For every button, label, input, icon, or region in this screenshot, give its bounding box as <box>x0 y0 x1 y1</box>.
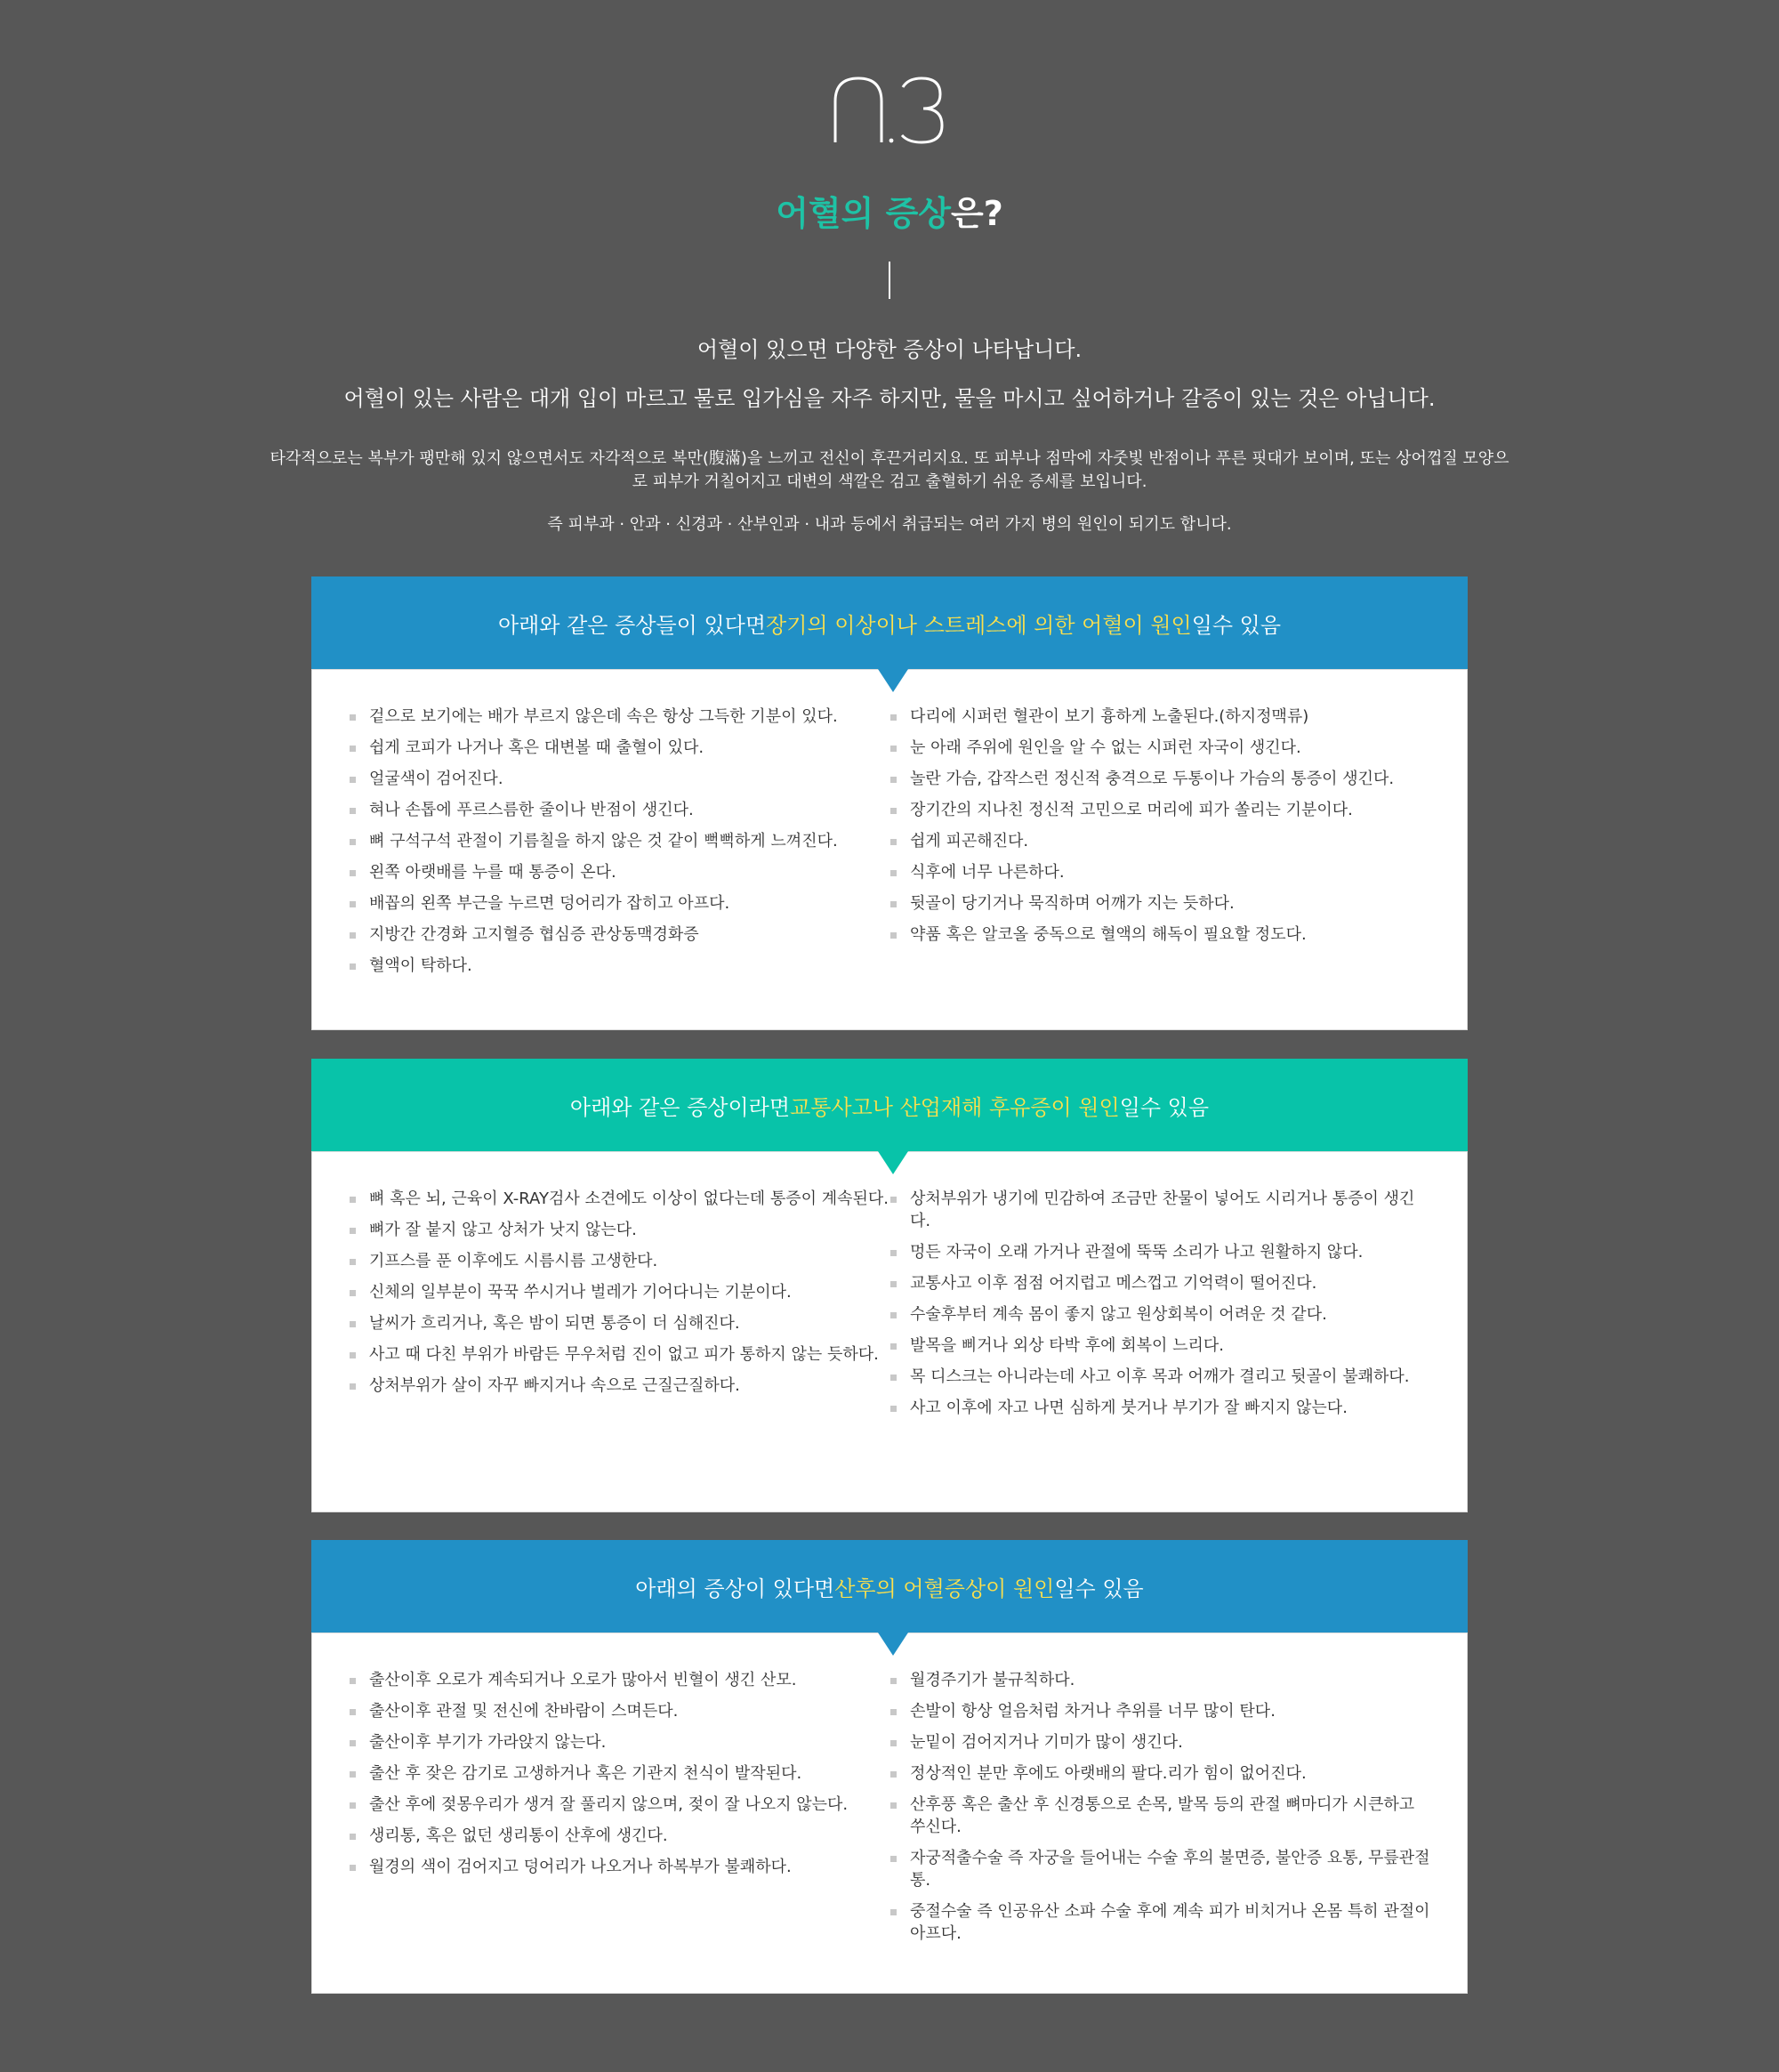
box-header-post: 일수 있음 <box>1191 612 1282 638</box>
symptom-list-right <box>890 1669 1431 1945</box>
departments-paragraph: 즉 피부과 · 안과 · 신경과 · 산부인과 · 내과 등에서 취급되는 여러 가지 병의 원인이 되기도 합니다. <box>547 515 1232 534</box>
box-body <box>311 1151 1468 1512</box>
list-item: 발목을 삐거나 외상 타박 후에 회복이 느리다. <box>890 1334 1431 1357</box>
title-rest: 은? <box>951 194 1003 233</box>
box-header <box>311 576 1468 669</box>
list-item: 식후에 너무 나른하다. <box>890 861 1431 883</box>
box-header <box>311 1540 1468 1633</box>
list-item: 자궁적출수술 즉 자궁을 들어내는 수술 후의 불면증, 불안증 요통, 무릎관절통. <box>890 1847 1431 1891</box>
box-body <box>311 1633 1468 1994</box>
symptom-list-left <box>350 1188 890 1397</box>
symptom-box-accident <box>311 1059 1468 1512</box>
symptom-list-left <box>350 705 890 977</box>
lead-line-2: 어혈이 있는 사람은 대개 입이 마르고 물로 입가심을 자주 하지만, 물을 마시고 싶어하거나 갈증이 있는 것은 아닙니다. <box>343 386 1436 411</box>
box-header-post: 일수 있음 <box>1119 1094 1210 1120</box>
list-item: 상처부위가 냉기에 민감하여 조금만 찬물이 넣어도 시리거나 통증이 생긴다. <box>890 1188 1431 1232</box>
list-item: 뼈 혹은 뇌, 근육이 X-RAY검사 소견에도 이상이 없다는데 통증이 계속된다. <box>350 1188 890 1210</box>
symptom-box-postpartum <box>311 1540 1468 1994</box>
list-item: 다리에 시퍼런 혈관이 보기 흉하게 노출된다.(하지정맥류) <box>890 705 1431 728</box>
list-item: 월경의 색이 검어지고 덩어리가 나오거나 하복부가 불쾌하다. <box>350 1856 890 1878</box>
box-header-pre: 아래의 증상이 있다면 <box>635 1576 835 1601</box>
list-item: 날씨가 흐리거나, 혹은 밤이 되면 통증이 더 심해진다. <box>350 1312 890 1334</box>
list-item: 월경주기가 불규칙하다. <box>890 1669 1431 1691</box>
box-notch <box>878 669 908 692</box>
list-item: 기프스를 푼 이후에도 시름시름 고생한다. <box>350 1250 890 1272</box>
list-item: 약품 혹은 알코올 중독으로 혈액의 해독이 필요할 정도다. <box>890 923 1431 946</box>
box-notch <box>878 1151 908 1174</box>
box-header-post: 일수 있음 <box>1054 1576 1144 1601</box>
box-header-highlight: 산후의 어혈증상이 원인 <box>834 1576 1055 1601</box>
box-header-pre: 아래와 같은 증상이라면 <box>569 1094 791 1120</box>
box-header-highlight: 장기의 이상이나 스트레스에 의한 어혈이 원인 <box>766 612 1192 638</box>
list-item: 멍든 자국이 오래 가거나 관절에 뚝뚝 소리가 나고 원활하지 않다. <box>890 1241 1431 1263</box>
list-item: 사고 이후에 자고 나면 심하게 붓거나 부기가 잘 빠지지 않는다. <box>890 1397 1431 1419</box>
box-notch <box>878 1633 908 1656</box>
title-highlight: 어혈의 증상 <box>776 194 951 233</box>
list-item: 겉으로 보기에는 배가 부르지 않은데 속은 항상 그득한 기분이 있다. <box>350 705 890 728</box>
list-item: 놀란 가슴, 갑작스런 정신적 충격으로 두통이나 가슴의 통증이 생긴다. <box>890 768 1431 790</box>
symptom-list-right <box>890 705 1431 946</box>
box-header-pre: 아래와 같은 증상들이 있다면 <box>497 612 767 638</box>
box-header-highlight: 교통사고나 산업재해 후유증이 원인 <box>790 1094 1120 1120</box>
list-item: 출산이후 관절 및 전신에 찬바람이 스며든다. <box>350 1700 890 1722</box>
list-item: 출산이후 오로가 계속되거나 오로가 많아서 빈혈이 생긴 산모. <box>350 1669 890 1691</box>
list-item: 산후풍 혹은 출산 후 신경통으로 손목, 발목 등의 관절 뼈마디가 시큰하고 쑤신다. <box>890 1794 1431 1838</box>
list-item: 혈액이 탁하다. <box>350 955 890 977</box>
symptom-box-organ-stress <box>311 576 1468 1030</box>
list-item: 출산 후에 젖몽우리가 생겨 잘 풀리지 않으며, 젖이 잘 나오지 않는다. <box>350 1794 890 1816</box>
list-item: 수술후부터 계속 몸이 좋지 않고 원상회복이 어려운 것 같다. <box>890 1303 1431 1326</box>
symptom-list-left <box>350 1669 890 1878</box>
section-number <box>0 75 1779 146</box>
box-body <box>311 669 1468 1030</box>
list-item: 뼈 구석구석 관절이 기름칠을 하지 않은 것 같이 뻑뻑하게 느껴진다. <box>350 830 890 852</box>
list-item: 쉽게 피곤해진다. <box>890 830 1431 852</box>
list-item: 왼쪽 아랫배를 누를 때 통증이 온다. <box>350 861 890 883</box>
list-item: 쉽게 코피가 나거나 혹은 대변볼 때 출혈이 있다. <box>350 737 890 759</box>
list-item: 배꼽의 왼쪽 부근을 누르면 덩어리가 잡히고 아프다. <box>350 892 890 915</box>
list-item: 장기간의 지나친 정신적 고민으로 머리에 피가 쏠리는 기분이다. <box>890 799 1431 821</box>
list-item: 중절수술 즉 인공유산 소파 수술 후에 계속 피가 비치거나 온몸 특히 관절이 아프다. <box>890 1900 1431 1945</box>
description-paragraph: 타각적으로는 복부가 팽만해 있지 않으면서도 자각적으로 복만(腹滿)을 느끼고 전신이 후끈거리지요. 또 피부나 점막에 자줏빛 반점이나 푸른 핏대가 보이며, 또는 상어껍질 모양으로 피부가 거칠어지고 대변의 색깔은 검고 출혈하기 쉬운 증세를 보입니다. <box>270 449 1509 491</box>
list-item: 생리통, 혹은 없던 생리통이 산후에 생긴다. <box>350 1825 890 1847</box>
list-item: 상처부위가 살이 자꾸 빠지거나 속으로 근질근질하다. <box>350 1375 890 1397</box>
list-item: 출산이후 부기가 가라앉지 않는다. <box>350 1731 890 1754</box>
section-title <box>0 189 1779 238</box>
box-header <box>311 1059 1468 1151</box>
symptom-list-right <box>890 1188 1431 1419</box>
list-item: 정상적인 분만 후에도 아랫배의 팔다.리가 힘이 없어진다. <box>890 1762 1431 1785</box>
list-item: 신체의 일부분이 꾹꾹 쑤시거나 벌레가 기어다니는 기분이다. <box>350 1281 890 1303</box>
title-divider <box>889 262 890 299</box>
list-item: 뒷골이 당기거나 묵직하며 어깨가 지는 듯하다. <box>890 892 1431 915</box>
list-item: 지방간 간경화 고지혈증 협심증 관상동맥경화증 <box>350 923 890 946</box>
section-number-graphic <box>832 75 947 146</box>
list-item: 사고 때 다친 부위가 바람든 무우처럼 진이 없고 피가 통하지 않는 듯하다. <box>350 1343 890 1366</box>
list-item: 얼굴색이 검어진다. <box>350 768 890 790</box>
list-item: 혀나 손톱에 푸르스름한 줄이나 반점이 생긴다. <box>350 799 890 821</box>
list-item: 눈 아래 주위에 원인을 알 수 없는 시퍼런 자국이 생긴다. <box>890 737 1431 759</box>
list-item: 눈밑이 검어지거나 기미가 많이 생긴다. <box>890 1731 1431 1754</box>
list-item: 교통사고 이후 점점 어지럽고 메스껍고 기억력이 떨어진다. <box>890 1272 1431 1294</box>
list-item: 목 디스크는 아니라는데 사고 이후 목과 어깨가 결리고 뒷골이 불쾌하다. <box>890 1366 1431 1388</box>
list-item: 뼈가 잘 붙지 않고 상처가 낫지 않는다. <box>350 1219 890 1241</box>
list-item: 손발이 항상 얼음처럼 차거나 추위를 너무 많이 탄다. <box>890 1700 1431 1722</box>
list-item: 출산 후 잦은 감기로 고생하거나 혹은 기관지 천식이 발작된다. <box>350 1762 890 1785</box>
lead-line-1: 어혈이 있으면 다양한 증상이 나타납니다. <box>696 337 1083 362</box>
